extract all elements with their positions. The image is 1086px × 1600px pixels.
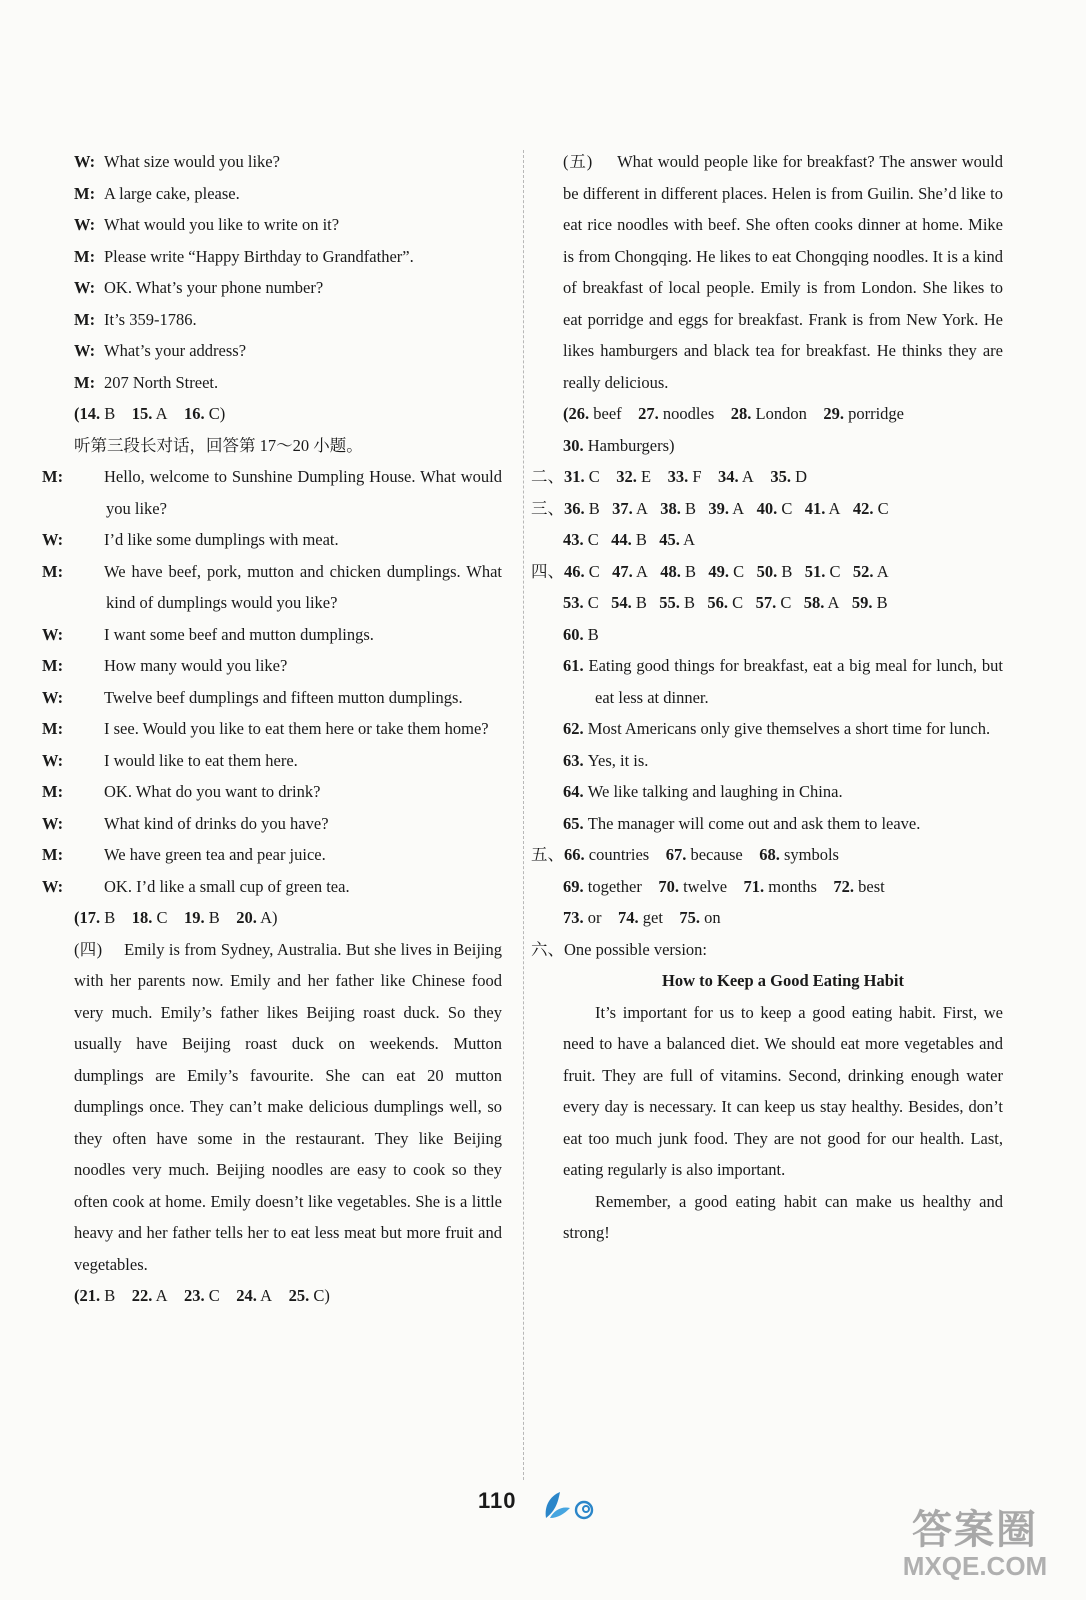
- short-answer: 65. The manager will come out and ask them to leave.: [563, 813, 921, 833]
- dialog-line: M: Please write “Happy Birthday to Grandfather”.: [74, 246, 414, 266]
- short-answer: 61. Eating good things for breakfast, eat a big meal for lunch, but eat less at dinner.: [563, 656, 1003, 707]
- dialog-line: M: We have green tea and pear juice.: [42, 845, 326, 864]
- passage-text: What would people like for breakfast? The answer would be different in different places. Helen is from Guilin. She’d like to eat rice noodles with beef. She often cooks dinner at home. Mike is from Chongqing. He likes to eat Chongqing noodles. It is a kind of breakfast of local people. Emily is from London. She likes to eat porridge and eggs for breakfast. Frank is from New York. He likes hamburgers and black tea for breakfast. He thinks they are really delicious.: [563, 152, 1003, 392]
- section-5-answers-row1: 五、66. countries 67. because 68. symbols: [531, 845, 839, 864]
- passage-4: [74, 934, 502, 1281]
- answers-26-29: (26. beef 27. noodles 28. London 29. porridge: [563, 404, 904, 423]
- essay-title: How to Keep a Good Eating Habit: [661, 971, 904, 990]
- dialog-line: W: I’d like some dumplings with meat.: [42, 530, 339, 549]
- dialog-line: M: We have beef, pork, mutton and chicken dumplings. What kind of dumplings would you like?: [42, 561, 502, 612]
- passage-label: (四): [74, 939, 103, 959]
- passage-label: (五): [563, 152, 593, 171]
- section-2-answers: 二、31. C 32. E 33. F 34. A 35. D: [531, 467, 807, 486]
- section-label: 三、: [531, 498, 564, 518]
- dialog-line: W: OK. I’d like a small cup of green tea.: [42, 876, 350, 896]
- short-answer: 64. We like talking and laughing in China.: [563, 782, 843, 801]
- dialog-line: M: It’s 359-1786.: [74, 309, 197, 329]
- passage-5: [563, 146, 1003, 398]
- column-divider: [523, 150, 524, 1480]
- dialog-section-3: [42, 461, 502, 902]
- answers-21-25: (21. B 22. A 23. C 24. A 25. C): [74, 1286, 330, 1305]
- dialog-line: M: 207 North Street.: [74, 372, 219, 392]
- leaf-swirl-icon: [540, 1488, 598, 1527]
- answers-30: 30. Hamburgers): [563, 435, 675, 455]
- dialog-line: W: What’s your address?: [74, 341, 247, 360]
- dialog-line: W: What kind of drinks do you have?: [42, 813, 329, 833]
- section-label: 四、: [531, 561, 564, 581]
- dialog-line: M: How many would you like?: [42, 656, 288, 675]
- short-answer: 63. Yes, it is.: [563, 750, 649, 770]
- section-4-answers-row2: 53. C 54. B 55. B 56. C 57. C 58. A 59. B: [563, 593, 888, 612]
- left-column: [42, 146, 502, 1312]
- answers-17-20: (17. B 18. C 19. B 20. A): [74, 908, 278, 927]
- right-column: [531, 146, 1003, 1249]
- answers-14-16: (14. B 15. A 16. C): [74, 404, 226, 423]
- dialog-line: M: A large cake, please.: [74, 183, 240, 203]
- essay-paragraph: It’s important for us to keep a good eating habit. First, we need to have a balanced diet. We should eat more vegetables and fruit. They are full of vitamins. Second, drinking enough water every day is necessary. It can keep us stay healthy. Besides, don’t eat too much junk food. They are not good for our health. Last, eating regularly is also important.: [563, 1002, 1003, 1179]
- dialog-line: W: I would like to eat them here.: [42, 750, 298, 770]
- dialog-line: M: OK. What do you want to drink?: [42, 782, 321, 801]
- dialog-line: W: What would you like to write on it?: [74, 215, 340, 234]
- section-5-answers-row3: 73. or 74. get 75. on: [563, 908, 721, 927]
- watermark: 答案圈 MXQE.COM: [902, 1508, 1048, 1581]
- dialog-line: W: What size would you like?: [74, 152, 280, 171]
- short-answer: 62. Most Americans only give themselves a short time for lunch.: [563, 719, 991, 738]
- section-3-answers-row2: 43. C 44. B 45. A: [563, 530, 696, 549]
- section-3-answers-row1: 三、36. B 37. A 38. B 39. A 40. C 41. A 42. C: [531, 498, 889, 518]
- dialog-line: W: Twelve beef dumplings and fifteen mutton dumplings.: [42, 687, 463, 707]
- dialog-section-2-end: [74, 146, 502, 398]
- dialog-line: W: I want some beef and mutton dumplings.: [42, 624, 374, 644]
- section-label: 二、: [531, 467, 564, 486]
- dialog-line: M: I see. Would you like to eat them here or take them home?: [42, 719, 489, 738]
- essay-paragraph: Remember, a good eating habit can make us healthy and strong!: [563, 1191, 1003, 1242]
- section-label: 六、: [531, 939, 564, 959]
- section-4-answers-row3: 60. B: [563, 624, 599, 644]
- section-4-answers-row1: 四、46. C 47. A 48. B 49. C 50. B 51. C 52. A: [531, 561, 889, 581]
- passage-text: Emily is from Sydney, Australia. But she lives in Beijing with her parents now. Emily and her father like Chinese food very much. Emily’s father likes Beijing roast duck. So they usually have Beijing roast duck on weekends. Mutton dumplings are Emily’s favourite. She can eat 20 mutton dumplings once. They can’t make delicious dumplings well, so they often have some in the restaurant. They like Beijing noodles very much. Beijing noodles are easy to cook so they often cook at home. Emily doesn’t like vegetables. She is a little heavy and her father tells her to eat less meat but more fruit and vegetables.: [74, 939, 502, 1274]
- section-instruction: 听第三段长对话，回答第 17～20 小题。: [74, 435, 363, 455]
- section-6-intro: 六、One possible version:: [531, 939, 707, 959]
- short-answers: [563, 650, 1003, 839]
- dialog-line: M: Hello, welcome to Sunshine Dumpling House. What would you like?: [42, 467, 502, 518]
- section-label: 五、: [531, 845, 564, 864]
- page-number: 110: [478, 1488, 517, 1513]
- section-5-answers-row2: 69. together 70. twelve 71. months 72. best: [563, 876, 885, 896]
- dialog-line: W: OK. What’s your phone number?: [74, 278, 324, 297]
